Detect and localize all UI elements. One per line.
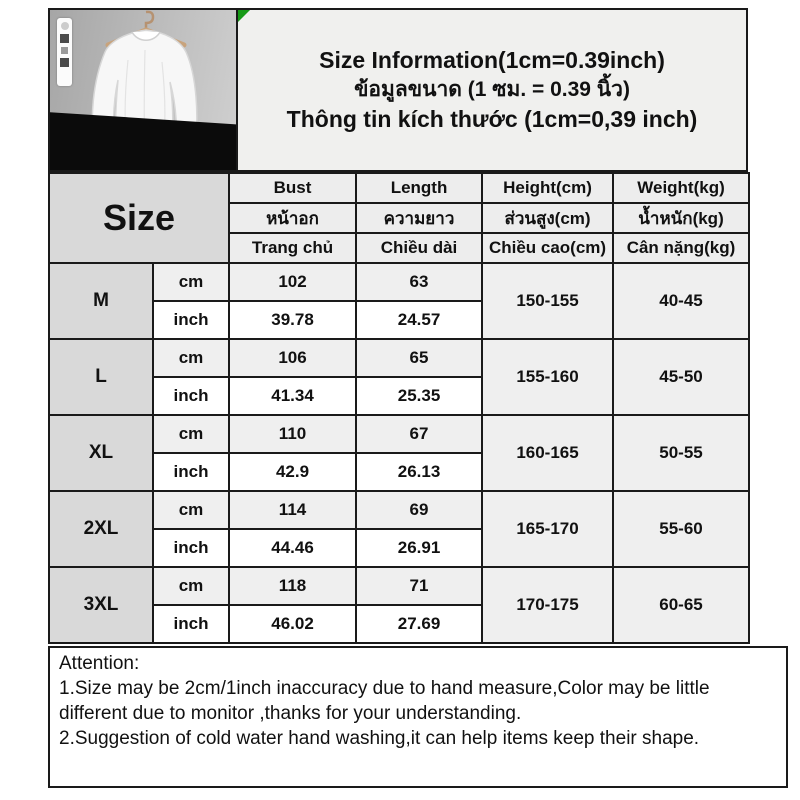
unit-label-cm: cm [153,263,229,301]
col-header-length-th: ความยาว [356,203,482,233]
product-photo [48,8,238,172]
title-english: Size Information(1cm=0.39inch) [319,46,665,73]
unit-label-inch: inch [153,605,229,643]
unit-label-cm: cm [153,567,229,605]
cell-3xl-bust-inch: 46.02 [229,605,356,643]
size-label-3xl: 3XL [49,567,153,643]
badge-glyph [60,34,69,43]
green-corner-marker-icon [238,10,250,22]
title-thai: ข้อมูลขนาด (1 ซม. = 0.39 นิ้ว) [354,77,630,101]
cell-3xl-weight: 60-65 [613,567,749,643]
size-label-m: M [49,263,153,339]
table-row-2xl-cm [49,491,749,529]
cell-xl-bust-inch: 42.9 [229,453,356,491]
badge-glyph [61,47,68,54]
cell-3xl-length-inch: 27.69 [356,605,482,643]
table-row-l-cm [49,339,749,377]
col-header-bust-th: หน้าอก [229,203,356,233]
cell-3xl-height: 170-175 [482,567,613,643]
unit-label-inch: inch [153,529,229,567]
cell-m-height: 150-155 [482,263,613,339]
unit-label-inch: inch [153,453,229,491]
table-row-xl-cm [49,415,749,453]
col-header-weight-vi: Cân nặng(kg) [613,233,749,263]
col-header-height-vi: Chiều cao(cm) [482,233,613,263]
col-header-bust-en: Bust [229,173,356,203]
unit-label-inch: inch [153,377,229,415]
cell-2xl-bust-inch: 44.46 [229,529,356,567]
unit-label-cm: cm [153,339,229,377]
cell-m-length-inch: 24.57 [356,301,482,339]
table-row-m-cm [49,263,749,301]
size-information-header [238,8,748,172]
cell-2xl-length-cm: 69 [356,491,482,529]
size-label-l: L [49,339,153,415]
cell-2xl-bust-cm: 114 [229,491,356,529]
cell-l-height: 155-160 [482,339,613,415]
cell-m-bust-cm: 102 [229,263,356,301]
cell-3xl-length-cm: 71 [356,567,482,605]
product-badge [57,18,72,86]
cell-xl-length-inch: 26.13 [356,453,482,491]
cell-2xl-length-inch: 26.91 [356,529,482,567]
unit-label-cm: cm [153,415,229,453]
table-row-3xl-cm [49,567,749,605]
size-label-2xl: 2XL [49,491,153,567]
cell-l-weight: 45-50 [613,339,749,415]
cell-m-bust-inch: 39.78 [229,301,356,339]
col-header-height-en: Height(cm) [482,173,613,203]
attention-line-2: 2.Suggestion of cold water hand washing,it can help items keep their shape. [59,728,700,750]
col-header-weight-en: Weight(kg) [613,173,749,203]
unit-label-inch: inch [153,301,229,339]
size-table [48,172,750,644]
cell-xl-height: 160-165 [482,415,613,491]
cell-l-bust-cm: 106 [229,339,356,377]
col-header-bust-vi: Trang chủ [229,233,356,263]
badge-glyph [60,58,69,67]
attention-line-1: 1.Size may be 2cm/1inch inaccuracy due to hand measure,Color may be little different due to monitor ,thanks for your understanding. [59,678,710,725]
attention-note [48,646,788,788]
unit-label-cm: cm [153,491,229,529]
col-header-length-vi: Chiều dài [356,233,482,263]
cell-xl-bust-cm: 110 [229,415,356,453]
cell-3xl-bust-cm: 118 [229,567,356,605]
title-vietnamese: Thông tin kích thước (1cm=0,39 inch) [286,106,698,133]
cell-xl-weight: 50-55 [613,415,749,491]
cell-xl-length-cm: 67 [356,415,482,453]
badge-dot-icon [61,22,69,30]
cell-m-weight: 40-45 [613,263,749,339]
cell-2xl-height: 165-170 [482,491,613,567]
size-label-xl: XL [49,415,153,491]
col-header-weight-th: น้ำหนัก(kg) [613,203,749,233]
cell-m-length-cm: 63 [356,263,482,301]
col-header-length-en: Length [356,173,482,203]
cell-l-length-cm: 65 [356,339,482,377]
col-header-height-th: ส่วนสูง(cm) [482,203,613,233]
cell-2xl-weight: 55-60 [613,491,749,567]
size-column-header: Size [49,173,229,263]
cell-l-length-inch: 25.35 [356,377,482,415]
cell-l-bust-inch: 41.34 [229,377,356,415]
top-section [48,8,748,172]
attention-title: Attention: [59,653,140,674]
